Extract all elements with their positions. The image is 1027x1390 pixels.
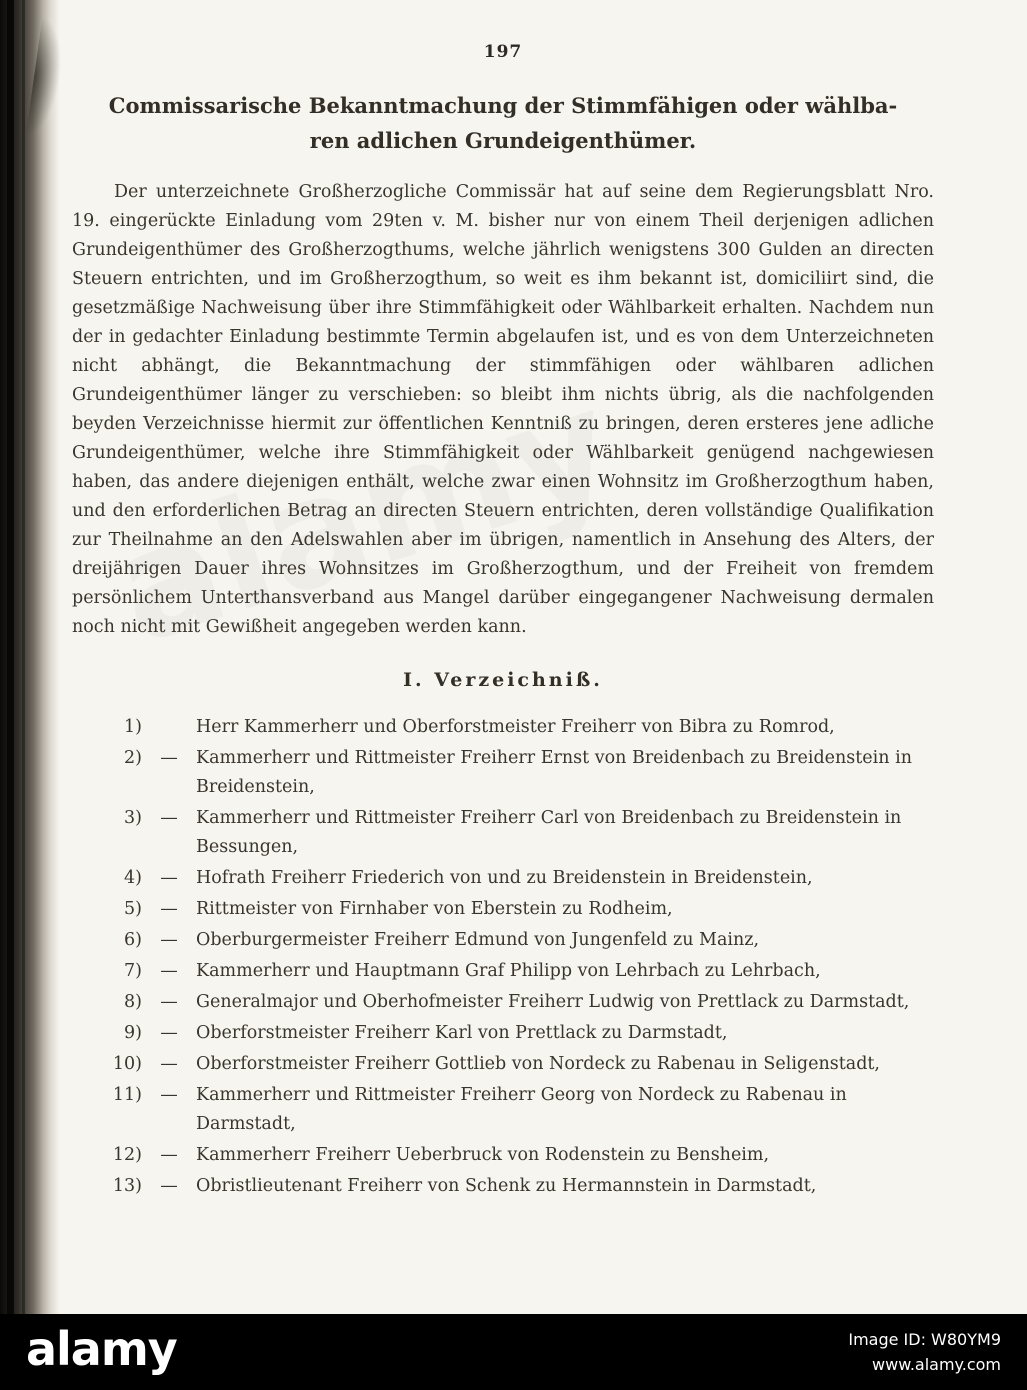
name-list [100,713,930,1201]
image-id-text: Image ID: W80YM9 [848,1330,1001,1349]
list-item-text: Kammerherr und Rittmeister Freiherr Carl von Breidenbach zu Breidenstein in Bessungen, [196,808,902,857]
alamy-watermark-bar [0,1314,1027,1390]
list-item [100,1050,930,1079]
list-item-text: Obristlieutenant Freiherr von Schenk zu Hermannstein in Darmstadt, [196,1176,817,1196]
list-item-number: 10) [112,1054,142,1074]
list-item [100,988,930,1017]
document-title-line-2: ren adlichen Grundeigenthümer. [309,128,697,153]
list-item [100,1141,930,1170]
list-item [100,957,930,986]
list-item-text: Kammerherr Freiherr Ueberbruck von Rodenstein zu Bensheim, [196,1145,770,1165]
list-item-number: 5) [124,899,142,919]
binding-shadow-streak [7,0,14,1314]
list-item-ditto-dash: — [160,899,178,919]
list-item [100,926,930,955]
list-item-text: Herr Kammerherr und Oberforstmeister Freiherr von Bibra zu Romrod, [196,717,835,737]
list-item-ditto-dash: — [160,1023,178,1043]
list-item-ditto-dash [142,713,196,742]
list-item-number: 12) [112,1145,142,1165]
list-item-text: Rittmeister von Firnhaber von Eberstein zu Rodheim, [196,899,673,919]
list-item [100,804,930,862]
alamy-url-text: www.alamy.com [872,1355,1001,1374]
list-item [100,1019,930,1048]
list-item-text: Hofrath Freiherr Friederich von und zu Breidenstein in Breidenstein, [196,868,813,888]
page-number: 197 [483,42,523,62]
document-title [72,88,934,158]
list-item-number: 7) [124,961,142,981]
list-item-text: Kammerherr und Hauptmann Graf Philipp von Lehrbach zu Lehrbach, [196,961,821,981]
list-item-number: 3) [124,808,142,828]
list-item-ditto-dash: — [160,1054,178,1074]
list-item-text: Kammerherr und Rittmeister Freiherr Georg von Nordeck zu Rabenau in Darmstadt, [196,1085,847,1134]
document-title-line-1: Commissarische Bekanntmachung der Stimmfähigen oder wählba- [108,93,898,118]
list-item [100,713,930,742]
list-item-number: 13) [112,1176,142,1196]
binding-shadow-streak [22,0,25,1314]
list-item-number: 6) [124,930,142,950]
list-item-text: Oberburgermeister Freiherr Edmund von Jungenfeld zu Mainz, [196,930,760,950]
list-item-text: Oberforstmeister Freiherr Karl von Prettlack zu Darmstadt, [196,1023,728,1043]
list-item-number: 11) [112,1085,142,1105]
list-item-number: 2) [124,748,142,768]
page-content [72,42,934,1203]
list-item [100,744,930,802]
list-item-ditto-dash: — [160,1145,178,1165]
section-heading: I. Verzeichniß. [403,669,603,691]
list-item [100,1172,930,1201]
list-item-text: Oberforstmeister Freiherr Gottlieb von Nordeck zu Rabenau in Seligenstadt, [196,1054,880,1074]
list-item-ditto-dash: — [160,1176,178,1196]
list-item [100,864,930,893]
list-item-text: Generalmajor und Oberhofmeister Freiherr Ludwig von Prettlack zu Darmstadt, [196,992,910,1012]
list-item-number: 1) [124,717,142,737]
alamy-info [848,1327,1001,1377]
list-item-ditto-dash: — [160,868,178,888]
list-item [100,895,930,924]
list-item-ditto-dash: — [160,992,178,1012]
list-item-number: 4) [124,868,142,888]
list-item-number: 8) [124,992,142,1012]
list-item-text: Kammerherr und Rittmeister Freiherr Ernst von Breidenbach zu Breidenstein in Breidenstein, [196,748,912,797]
alamy-logo: alamy [26,1322,177,1376]
body-paragraph: Der unterzeichnete Großherzogliche Commissär hat auf seine dem Regierungsblatt Nro. 19. eingerückte Einladung vom 29ten v. M. bisher nur von einem Theil derjenigen adlichen Grundeigenthümer des Großherzogthums, welche jährlich wenigstens 300 Gulden an directen Steuern entrichten, und im Großherzogthum, so weit es ihm bekannt ist, domiciliirt sind, die gesetzmäßige Nachweisung über ihre Stimmfähigkeit oder Wählbarkeit erhalten. Nachdem nun der in gedachter Einladung bestimmte Termin abgelaufen ist, und es von dem Unterzeichneten nicht abhängt, die Bekanntmachung der stimmfähigen oder wählbaren adlichen Grundeigenthümer länger zu verschieben: so bleibt ihm nichts übrig, als die nachfolgenden beyden Verzeichnisse hiermit zur öffentlichen Kenntniß zu bringen, deren ersteres jene adliche Grundeigenthümer, welche ihre Stimmfähigkeit oder Wählbarkeit genügend nachgewiesen haben, das andere diejenigen enthält, welche zwar einen Wohnsitz im Großherzogthum haben, und den erforderlichen Betrag an directen Steuern entrichten, deren vollständige Qualifikation zur Theilnahme an den Adelswahlen aber im übrigen, namentlich in Ansehung des Alters, der dreijährigen Dauer ihres Wohnsitzes im Großherzogthum, und der Freiheit von fremdem persönlichem Unterthansverband aus Mangel darüber eingegangener Nachweisung dermalen noch nicht mit Gewißheit angegeben werden kann. [72,182,934,637]
list-item [100,1081,930,1139]
list-item-ditto-dash: — [160,748,178,768]
list-item-ditto-dash: — [160,808,178,828]
list-item-ditto-dash: — [160,930,178,950]
list-item-number: 9) [124,1023,142,1043]
list-item-ditto-dash: — [160,961,178,981]
list-item-ditto-dash: — [160,1085,178,1105]
